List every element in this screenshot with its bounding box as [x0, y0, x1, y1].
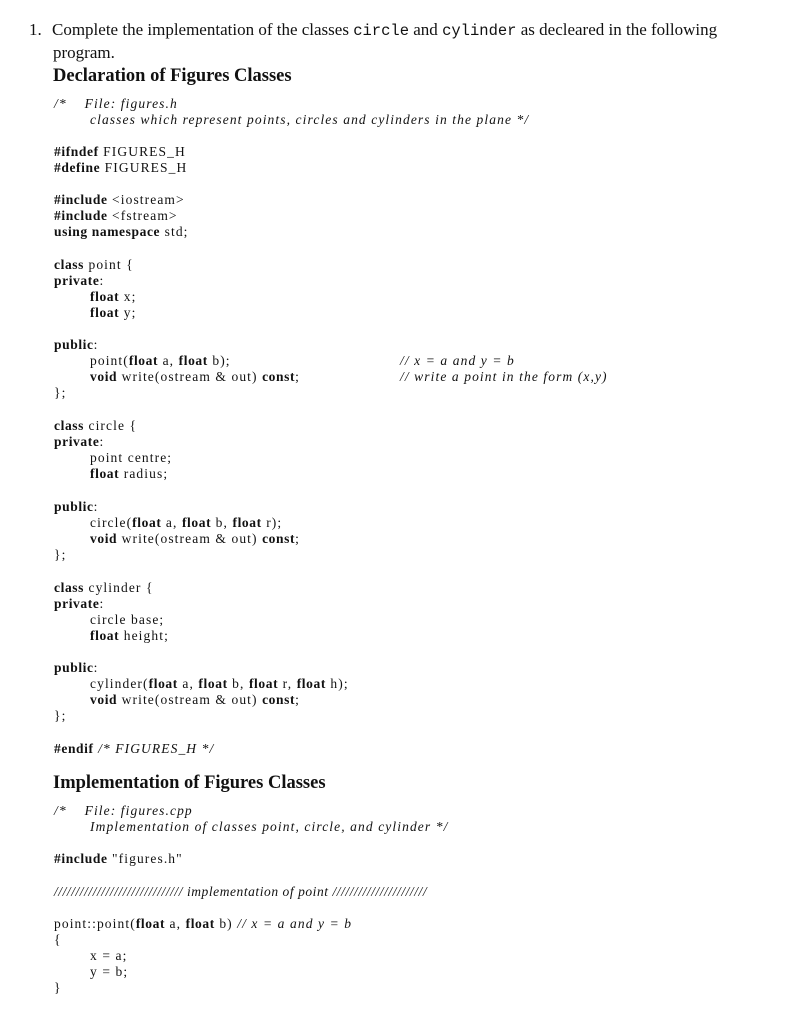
code-line: class cylinder { — [54, 580, 154, 595]
code-line: circle(float a, float b, float r); — [90, 515, 283, 530]
code-line: class point { — [54, 257, 134, 272]
class-name-cylinder: cylinder — [442, 22, 517, 40]
code-line: #define FIGURES_H — [54, 160, 188, 175]
section-heading-declaration: Declaration of Figures Classes — [53, 66, 292, 86]
code-line: /* File: figures.cpp — [54, 803, 193, 818]
code-line: float y; — [90, 305, 137, 320]
code-line: cylinder(float a, float b, float r, float h); — [90, 676, 349, 691]
code-line: circle base; — [90, 612, 165, 627]
code-line: classes which represent points, circles and cylinders in the plane */ — [90, 112, 530, 127]
code-line: x = a; — [90, 948, 128, 963]
code-line: float height; — [90, 628, 169, 643]
code-line: #include <iostream> — [54, 192, 185, 207]
code-line: float x; — [90, 289, 137, 304]
code-line: void write(ostream & out) const; — [90, 369, 300, 384]
class-name-circle: circle — [353, 22, 410, 40]
code-line: #endif /* FIGURES_H */ — [54, 741, 215, 756]
code-line: private: — [54, 434, 105, 449]
code-line: #ifndef FIGURES_H — [54, 144, 186, 159]
code-line: private: — [54, 596, 105, 611]
problem-text-line1: Complete the implementation of the classes circle and cylinder as decleared in the following — [52, 20, 718, 40]
problem-statement — [29, 18, 718, 62]
problem-number: 1. — [29, 20, 42, 39]
code-line: public: — [54, 660, 99, 675]
code-line: }; — [54, 385, 67, 400]
code-line: void write(ostream & out) const; — [90, 531, 300, 546]
code-line: point(float a, float b); — [90, 353, 231, 368]
code-line: private: — [54, 273, 105, 288]
problem-text-line2: program. — [53, 43, 115, 62]
code-line: public: — [54, 337, 99, 352]
code-line: { — [54, 932, 62, 947]
code-line: float radius; — [90, 466, 169, 481]
code-line: using namespace std; — [54, 224, 189, 239]
code-comment: // write a point in the form (x,y) — [400, 369, 608, 384]
code-line: y = b; — [90, 964, 129, 979]
code-comment: // x = a and y = b — [400, 353, 515, 368]
code-line: #include "figures.h" — [54, 851, 183, 866]
code-line: class circle { — [54, 418, 138, 433]
code-line: point centre; — [90, 450, 173, 465]
code-line: Implementation of classes point, circle, and cylinder */ — [90, 819, 449, 834]
code-line: void write(ostream & out) const; — [90, 692, 300, 707]
code-line: /* File: figures.h — [54, 96, 178, 111]
implementation-code-block — [54, 803, 449, 1011]
code-line: point::point(float a, float b) // x = a and y = b — [54, 916, 353, 931]
code-line: } — [54, 980, 62, 995]
code-line: #include <fstream> — [54, 208, 178, 223]
code-line: }; — [54, 547, 67, 562]
code-line: public: — [54, 499, 99, 514]
code-line: ////////////////////////////// implementation of point ////////////////////// — [54, 884, 428, 899]
code-line: }; — [54, 708, 67, 723]
section-heading-implementation: Implementation of Figures Classes — [53, 773, 326, 793]
